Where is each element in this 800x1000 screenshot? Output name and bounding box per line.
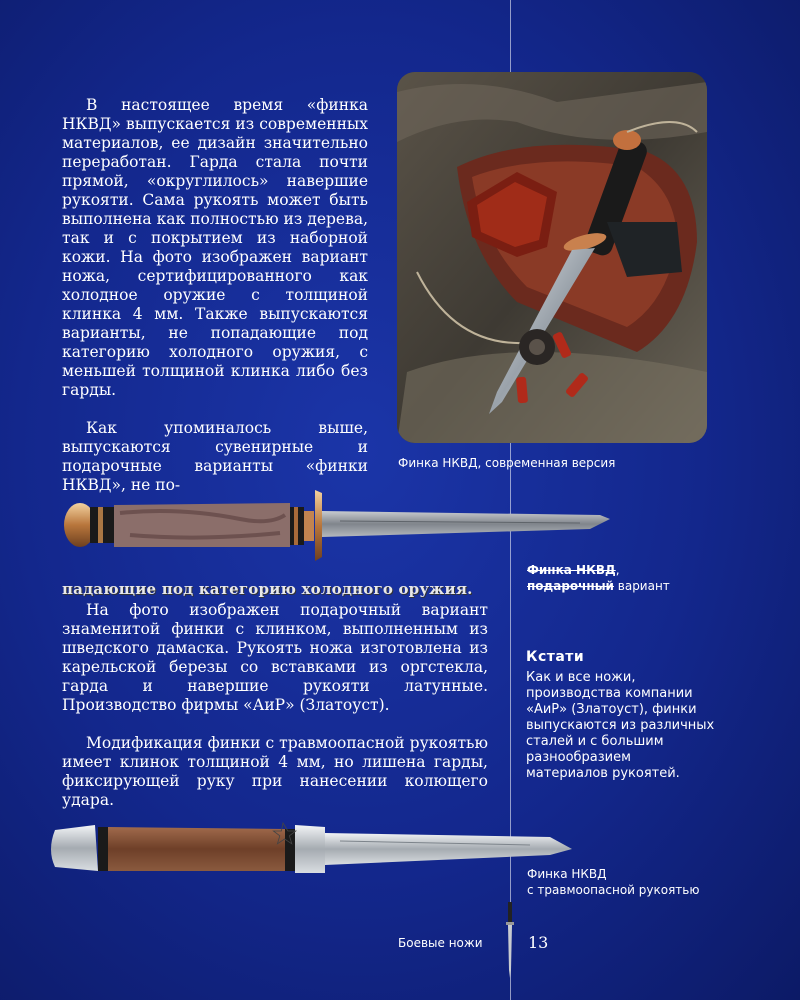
photo-caption: Финка НКВД, современная версия	[398, 456, 616, 470]
knife-holster-photo	[397, 72, 707, 443]
text-column-bottom	[62, 601, 488, 810]
text-column-top	[62, 96, 368, 495]
footer-section-label: Боевые ножи	[398, 936, 483, 950]
gift-caption-rest-2: вариант	[613, 579, 670, 593]
paragraph-trauma-handle: Модификация финки с травмоопасной рукоятью имеет клинок толщиной 4 мм, но лишена гарды, фиксирующей руку при нанесении колющего удара.	[62, 734, 488, 809]
gift-knife-caption	[527, 562, 670, 594]
trauma-caption-line-1: Финка НКВД	[527, 867, 607, 881]
paragraph-souvenir-start: Как упоминалось выше, выпускаются сувенирные и подарочные варианты «финки НКВД», не по-	[62, 419, 368, 494]
sidebar-title: Кстати	[526, 649, 585, 665]
trauma-knife-caption	[527, 866, 699, 898]
trauma-knife-image	[50, 815, 580, 885]
gift-knife-image	[60, 485, 620, 565]
overprint-line: падающие под категорию холодного оружия.	[62, 580, 473, 598]
photo-illustration	[397, 72, 707, 443]
page-number: 13	[528, 933, 549, 952]
paragraph-gift-variant: На фото изображен подарочный вариант знаменитой финки с клинком, выполненным из шведского дамаска. Рукоять ножа изготовлена из карельской березы со вставками из оргстекла, гарда и навершие рукояти латунные. Производство фирмы «АиР» (Златоуст).	[62, 601, 488, 714]
gift-caption-bold-1: Финка НКВД	[527, 563, 616, 577]
footer-knife-icon	[502, 900, 518, 980]
gift-caption-bold-2: подарочный	[527, 579, 614, 593]
sidebar-text: Как и все ножи, производства компании «АиР» (Златоуст), финки выпускаются из различных сталей и с большим разнообразием материалов рукоятей.	[526, 670, 715, 781]
paragraph-modern-version: В настоящее время «финка НКВД» выпускается из современных материалов, ее дизайн значительно переработан. Гарда стала почти прямой, «округлилось» навершие рукояти. Сама рукоять может быть выполнена как полностью из дерева, так и с покрытием из наборной кожи. На фото изображен вариант ножа, сертифицированного как холодное оружие с толщиной клинка 4 мм. Также выпускаются варианты, не попадающие под категорию холодного оружия, с меньшей толщиной клинка либо без гарды.	[62, 96, 368, 399]
trauma-caption-line-2: с травмоопасной рукоятью	[527, 883, 700, 897]
gift-caption-rest-1: ,	[615, 563, 620, 577]
